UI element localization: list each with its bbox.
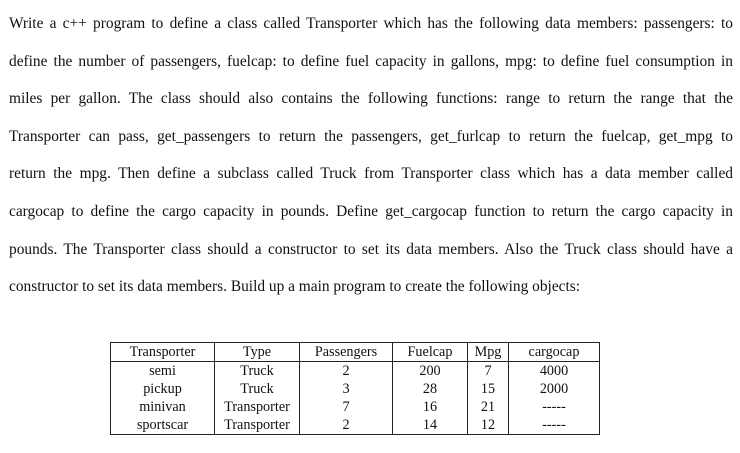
table-cell: 2 [300,416,393,435]
table-cell: ----- [509,416,600,435]
header-passengers: Passengers [300,343,393,362]
table-cell: 7 [300,398,393,416]
header-mpg: Mpg [468,343,509,362]
paragraph-line: miles per gallon. The class should also contains the following functions: range to return the range that the [9,90,733,108]
table-cell: 2 [300,362,393,381]
header-fuelcap: Fuelcap [393,343,468,362]
table-cell: 15 [468,380,509,398]
table-row [111,398,600,416]
problem-statement [9,13,733,314]
paragraph-line: return the mpg. Then define a subclass called Truck from Transporter class which has a data member called [9,165,733,183]
table-cell: ----- [509,398,600,416]
table-cell: 28 [393,380,468,398]
table-row [111,416,600,435]
paragraph-line: Write a c++ program to define a class called Transporter which has the following data members: passengers: to [9,15,733,32]
paragraph-line: constructor to set its data members. Build up a main program to create the following objects: [9,278,581,296]
table-cell: 2000 [509,380,600,398]
table-cell: minivan [111,398,215,416]
header-transporter: Transporter [111,343,215,362]
table-cell: 200 [393,362,468,381]
table-cell: 21 [468,398,509,416]
table-cell: Transporter [215,398,300,416]
table-cell: Transporter [215,416,300,435]
table-cell: 4000 [509,362,600,381]
table-cell: Truck [215,362,300,381]
header-cargocap: cargocap [509,343,600,362]
objects-table [110,342,600,435]
paragraph-line: define the number of passengers, fuelcap: to define fuel capacity in gallons, mpg: to define fuel consumption in [9,52,733,70]
table-cell: sportscar [111,416,215,435]
paragraph-line: cargocap to define the cargo capacity in pounds. Define get_cargocap function to return the cargo capacity in [9,202,733,220]
table-cell: 12 [468,416,509,435]
table-row [111,362,600,381]
table-cell: pickup [111,380,215,398]
table-cell: 3 [300,380,393,398]
header-type: Type [215,343,300,362]
table-cell: 7 [468,362,509,381]
table-row [111,380,600,398]
table-cell: Truck [215,380,300,398]
paragraph-line: pounds. The Transporter class should a constructor to set its data members. Also the Truck class should have a [9,240,733,258]
table-cell: 14 [393,416,468,435]
table-cell: 16 [393,398,468,416]
table-cell: semi [111,362,215,381]
paragraph-line: Transporter can pass, get_passengers to return the passengers, get_furlcap to return the fuelcap, get_mpg to [9,127,733,145]
table-header-row [111,343,600,362]
